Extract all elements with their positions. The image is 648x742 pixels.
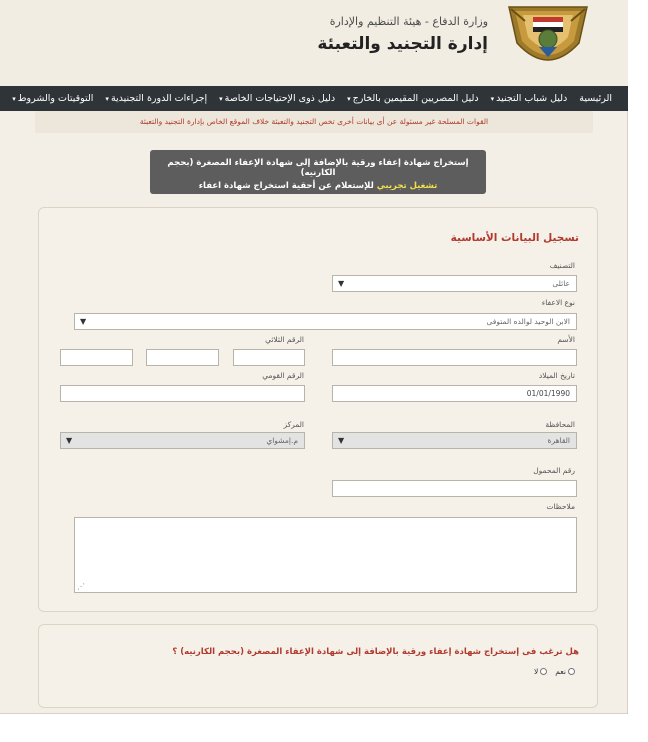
nav-item-label: دليل المصريين المقيمين بالخارج [352, 93, 479, 104]
caret-down-icon: ▾ [12, 95, 16, 103]
paper-certificate-question [38, 624, 598, 708]
military-emblem-icon[interactable] [505, 3, 591, 75]
dropdown-arrow-icon: ▼ [338, 279, 345, 288]
caret-down-icon: ▾ [490, 95, 495, 103]
dropdown-arrow-icon: ▼ [338, 436, 345, 445]
nav-item-1[interactable] [573, 93, 618, 104]
site-header [0, 0, 628, 86]
nav-item-label: دليل ذوى الإحتياجات الخاصة [224, 93, 336, 104]
dropdown-arrow-icon: ▼ [66, 436, 73, 445]
mobile-input[interactable] [332, 480, 577, 497]
nav-item-label: دليل شباب التجنيد [496, 93, 568, 104]
mobile-label: رقم المحمول [533, 466, 575, 475]
center-label: المركز [283, 420, 304, 429]
paper-certificate-options [534, 667, 575, 676]
caret-down-icon: ▾ [219, 95, 223, 103]
governorate-select[interactable] [332, 432, 577, 449]
birth-date-input[interactable]: 01/01/1990 [332, 385, 577, 402]
ministry-title: وزارة الدفاع - هيئة التنظيم والإدارة [329, 15, 488, 28]
classification-value: عائلى [552, 279, 570, 288]
exemption-type-select[interactable] [74, 313, 577, 330]
question-text: هل ترغب فى إستخراج شهادة إعفاء ورقية بالإضافة إلى شهادة الإعفاء المصغرة (بحجم الكارنيه) ؟ [172, 647, 579, 657]
triple-number-input-3[interactable] [60, 349, 133, 366]
radio-yes[interactable] [555, 667, 575, 676]
disclaimer-banner: القوات المسلحة غير مسئولة عن أى بيانات أخرى تخص التجنيد والتعبئة خلاف الموقع الخاص بإدارة التجنيد والتعبئة [35, 111, 593, 133]
radio-yes-label: نعم [555, 667, 566, 676]
national-id-label: الرقم القومي [262, 371, 304, 380]
main-nav [0, 86, 628, 111]
notice-subtitle-text: للإستعلام عن أحقية استخراج شهادة اعفاء [198, 181, 377, 191]
classification-label: التصنيف [549, 261, 575, 270]
birth-date-label: تاريخ الميلاد [538, 371, 575, 380]
radio-yes-circle[interactable] [568, 668, 575, 675]
nav-item-label: التوقيتات والشروط [17, 93, 94, 104]
nav-item-5[interactable] [99, 93, 213, 104]
radio-no[interactable] [534, 667, 547, 676]
nav-item-label: الرئيسية [579, 93, 612, 104]
radio-no-circle[interactable] [540, 668, 547, 675]
name-input[interactable] [332, 349, 577, 366]
triple-number-input-2[interactable] [146, 349, 219, 366]
nav-item-3[interactable] [341, 93, 484, 104]
notice-subtitle [150, 181, 486, 191]
trial-run-label: تشغيل تجريبي [376, 181, 438, 191]
triple-number-label: الرقم الثلاثي [265, 335, 304, 344]
resize-grip-icon[interactable]: ⋰ [77, 582, 85, 591]
center-select[interactable] [60, 432, 305, 449]
notes-label: ملاحظات [546, 502, 575, 511]
dropdown-arrow-icon: ▼ [80, 317, 87, 326]
governorate-value: القاهرة [547, 436, 570, 445]
nav-item-label: إجراءات الدورة التجنيدية [110, 93, 208, 104]
section-title: تسجيل البيانات الأساسية [450, 232, 579, 244]
triple-number-input-1[interactable] [233, 349, 305, 366]
governorate-label: المحافظة [545, 420, 575, 429]
basic-data-form [38, 207, 598, 612]
center-value: م.إمشواي [266, 436, 298, 445]
notice-box [150, 150, 486, 194]
exemption-type-value: الابن الوحيد لوالده المتوفى [486, 317, 570, 326]
national-id-input[interactable] [60, 385, 305, 402]
classification-select[interactable] [332, 275, 577, 292]
nav-item-4[interactable] [213, 93, 341, 104]
caret-down-icon: ▾ [347, 95, 351, 103]
name-label: الأسم [557, 335, 575, 344]
notes-textarea[interactable] [74, 517, 577, 593]
caret-down-icon: ▾ [105, 95, 109, 103]
radio-no-label: لا [534, 667, 539, 676]
nav-item-2[interactable] [485, 93, 574, 104]
department-title[interactable]: إدارة التجنيد والتعبئة [317, 34, 488, 54]
notice-title: إستخراج شهادة إعفاء ورقية بالإضافة إلى شهادة الإعفاء المصغرة (بحجم الكارنيه) [167, 158, 469, 178]
nav-item-6[interactable] [6, 93, 99, 104]
exemption-type-label: نوع الاعفاء [541, 298, 575, 307]
